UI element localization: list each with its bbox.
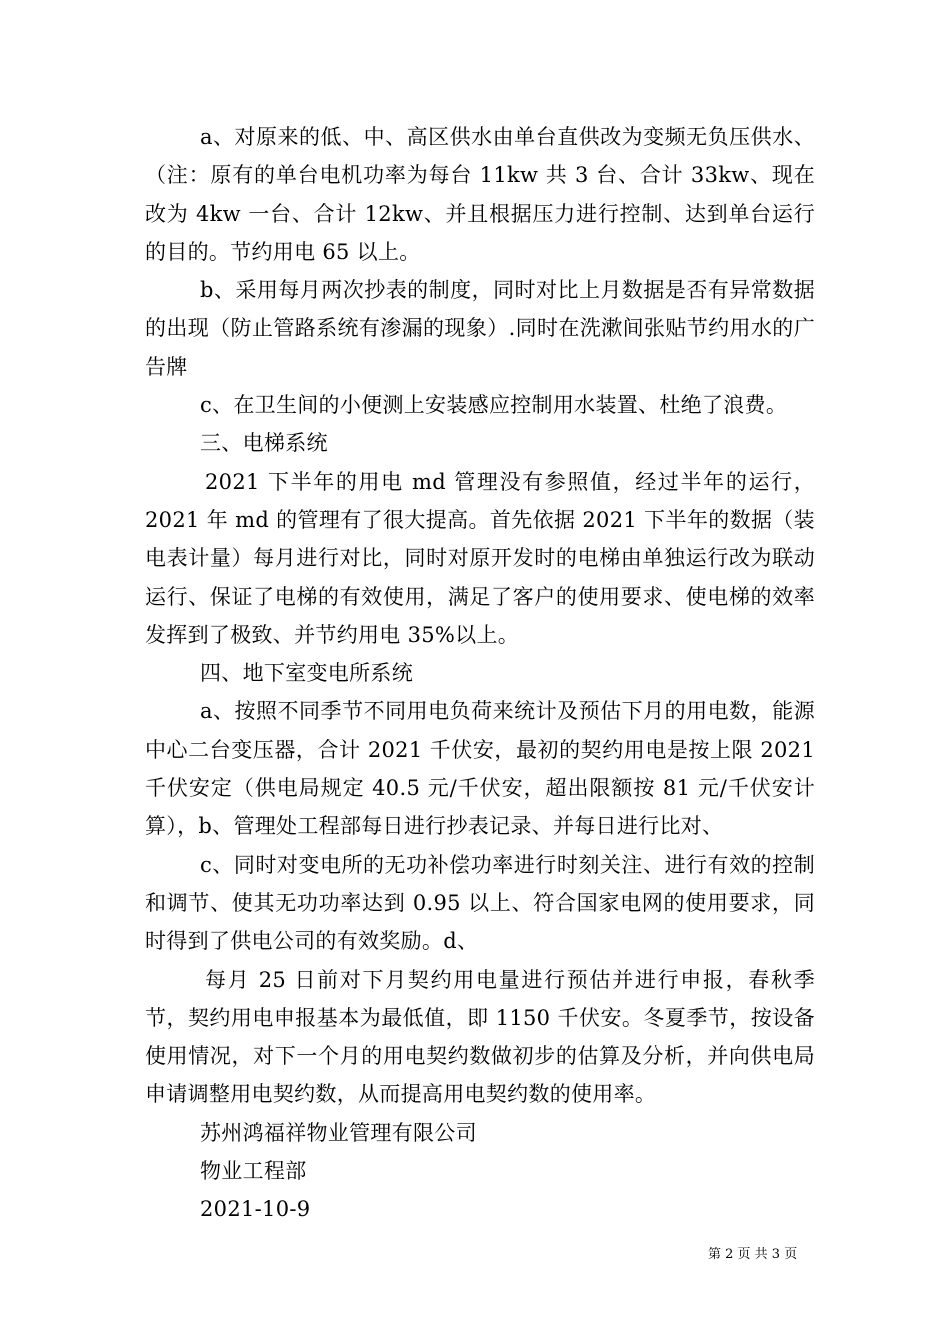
paragraph-substation-a: a、按照不同季节不同用电负荷来统计及预估下月的用电数，能源中心二台变压器，合计 2021 千伏安，最初的契约用电是按上限 2021 千伏安定（供电局规定 40.5 元/千伏安，超出限额按 81 元/千伏安计算），b、管理处工程部每日进行抄表记录、并每日进行比对、	[145, 699, 815, 839]
signature-company: 苏州鸿福祥物业管理有限公司	[200, 1120, 477, 1145]
paragraph-substation-d: 每月 25 日前对下月契约用电量进行预估并进行申报，春秋季节，契约用电申报基本为最低值，即 1150 千伏安。冬夏季节，按设备使用情况，对下一个月的用电契约数做初步的估算及分析，并向供电局申请调整用电契约数，从而提高用电契约数的使用率。	[145, 967, 815, 1107]
signature-date: 2021-10-9	[200, 1197, 311, 1222]
paragraph-elevator: 2021 下半年的用电 md 管理没有参照值，经过半年的运行，2021 年 md 的管理有了很大提高。首先依据 2021 下半年的数据（装电表计量）每月进行对比，同时对原开发时的电梯由单独运行改为联动运行、保证了电梯的有效使用，满足了客户的使用要求、使电梯的效率发挥到了极致、并节约用电 35%以上。	[145, 469, 815, 647]
paragraph-water-supply-c: c、在卫生间的小便测上安装感应控制用水装置、杜绝了浪费。	[200, 393, 788, 418]
document-body	[145, 118, 815, 1229]
paragraph-water-supply-b: b、采用每月两次抄表的制度，同时对比上月数据是否有异常数据的出现（防止管路系统有渗漏的现象）.同时在洗漱间张贴节约用水的广告牌	[145, 278, 815, 379]
paragraph-substation-c: c、同时对变电所的无功补偿功率进行时刻关注、进行有效的控制和调节、使其无功功率达到 0.95 以上、符合国家电网的使用要求，同时得到了供电公司的有效奖励。d、	[145, 852, 815, 954]
paragraph-water-supply-a: a、对原来的低、中、高区供水由单台直供改为变频无负压供水、（注：原有的单台电机功率为每台 11kw 共 3 台、合计 33kw、现在改为 4kw 一台、合计 12kw、并且根据压力进行控制、达到单台运行的目的。节约用电 65 以上。	[145, 125, 815, 264]
section-heading-substation: 四、地下室变电所系统	[200, 661, 413, 686]
page-number-footer: 第 2 页 共 3 页	[708, 1247, 798, 1262]
signature-department: 物业工程部	[200, 1159, 307, 1184]
section-heading-elevator: 三、电梯系统	[200, 431, 328, 456]
